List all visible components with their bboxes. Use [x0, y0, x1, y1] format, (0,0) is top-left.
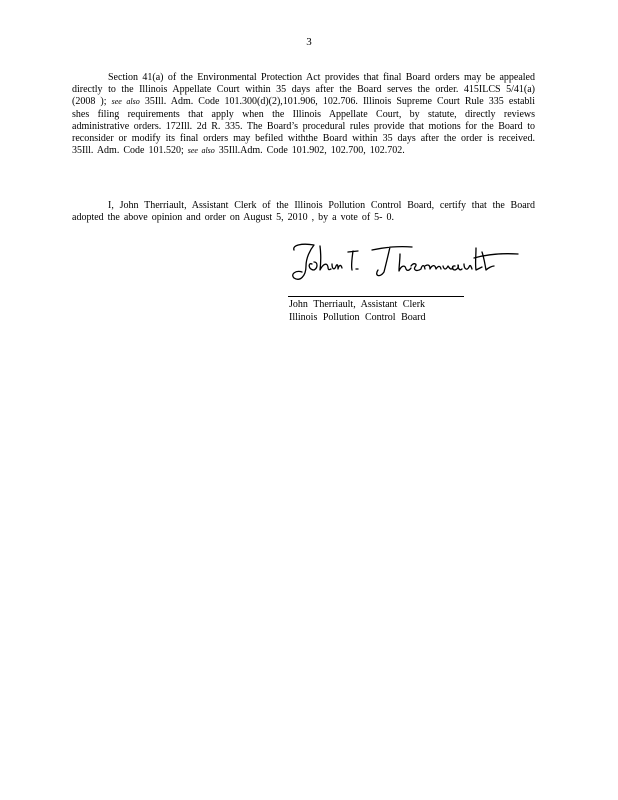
signature-block — [289, 299, 426, 324]
certification-text: I, John Therriault, Assistant Clerk of the Illinois Pollution Control Board, certify that the Board adopted the above opinion and order on August 5, 2010 , by a vote of 5- 0. — [72, 200, 535, 224]
appeal-text-part-3: 35Ill.Adm. Code 101.902, 102.700, 102.702. — [218, 145, 405, 157]
appeal-text-part-1: Section 41(a) of the Environmental Protection Act provides that final Board orders may be appealed directly to the Illinois Appellate Court within 35 days after the Board serves the order. 415ILCS 5/41(a) (2008 ); — [72, 72, 535, 108]
see-also-citation-signal: see also — [187, 146, 215, 156]
appeal-rights-paragraph — [72, 72, 535, 157]
signature-line — [288, 296, 464, 297]
signer-name-title: John Therriault, Assistant Clerk — [289, 299, 426, 310]
certification-paragraph — [72, 200, 535, 224]
handwritten-signature — [288, 236, 528, 284]
appeal-text-part-2: 35Ill. Adm. Code 101.300(d)(2),101.906, 102.706. Illinois Supreme Court Rule 335 establi shes filing requirements that apply when the Illinois Appellate Court, by statute, directly reviews administrative orders. 172Ill. 2d R. 335. The Board’s procedural rules provide that motions for the Board to reconsider or modify its final orders may befiled withthe Board within 35 days after the order is received. 35Ill. Adm. Code 101.520; — [72, 96, 535, 157]
see-also-citation-signal: see also — [111, 97, 140, 107]
signer-organization: Illinois Pollution Control Board — [289, 311, 426, 323]
page-number: 3 — [306, 36, 312, 48]
